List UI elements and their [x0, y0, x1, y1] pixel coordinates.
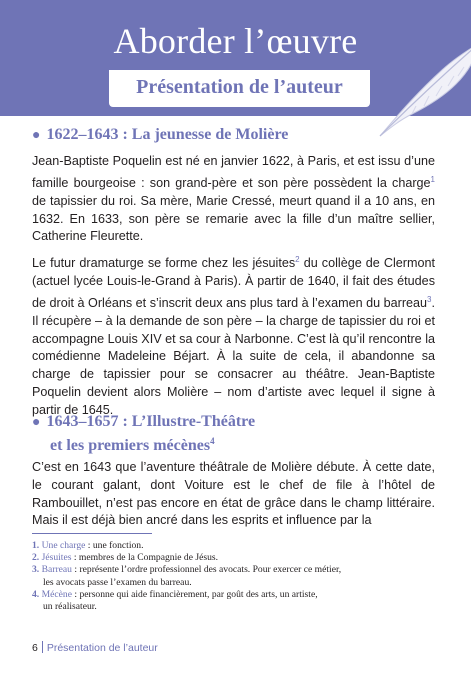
footnote-4-continued: un réalisateur.	[43, 601, 97, 613]
bullet-icon: ●	[32, 415, 41, 430]
footnote-2: 2. Jésuites : membres de la Compagnie de Jésus.	[32, 552, 219, 564]
page-title: Aborder l’œuvre	[113, 21, 358, 61]
page-footer	[32, 641, 158, 654]
footnote-4: 4. Mécène : personne qui aide financièrement, par goût des arts, un artiste,	[32, 588, 318, 600]
footer-section-label: Présentation de l’auteur	[46, 642, 158, 654]
bullet-icon: ●	[32, 128, 41, 143]
footer-separator	[42, 641, 43, 653]
feather-icon	[372, 40, 471, 140]
footnotes	[32, 540, 432, 613]
subtitle-box	[109, 70, 370, 107]
footnote-3: 3. Barreau : représente l’ordre professionnel des avocats. Pour exercer ce métier,	[32, 564, 342, 576]
footnote-divider	[32, 533, 152, 534]
footnote-3-continued: les avocats passe l’examen du barreau.	[43, 576, 192, 588]
page-subtitle: Présentation de l’auteur	[136, 76, 343, 98]
section-heading-illustre-theatre: ● 1643–1657 : L’Illustre-Théâtre et les premiers mécènes$^4$	[32, 413, 256, 455]
footnote-1: 1. Une charge : une fonction.	[32, 540, 144, 551]
paragraph-jeunesse-2: Le futur dramaturge se forme chez les jésuites$^2$ du collège de Clermont (actuel lycée Louis-le-Grand à Paris). À partir de 1640, il fait des études de droit à Orléans et s’inscrit deux ans plus tard à l’examen du barreau$^3$. Il récupère – à la demande de son père – la charge de tapissier du roi et accompagne Louis XIV et sa cour à Narbonne. C’est là qu’il rencontre la comédienne Madeleine Béjart. À la suite de cela, il abandonne sa charge de tapissier pour se consacrer au théâtre. Jean-Baptiste Poquelin devient alors Molière – nom d’artiste avec lequel il signe à partir de 1645.	[32, 255, 435, 417]
page-number: 6	[32, 642, 38, 654]
paragraph-jeunesse-1: Jean-Baptiste Poquelin est né en janvier 1622, à Paris, et est issu d’une famille bourgeoise : son grand-père et son père possèdent la charge$^1$ de tapissier du roi. Sa mère, Marie Cressé, meurt quand il a 10 ans, en 1632. En 1633, son père se remarie avec la fille d’un maître sellier, Catherine Fleurette.	[32, 154, 435, 244]
paragraph-illustre-theatre-1: C’est en 1643 que l’aventure théâtrale de Molière débute. À cette date, le courant galant, dont Voiture est le chef de file à l’hôtel de Rambouillet, n’est pas encore en état de grâce dans le champ littéraire. Mais il est déjà bien ancré dans les esprits et influence par la	[32, 460, 435, 528]
section-heading-jeunesse: ● 1622–1643 : La jeunesse de Molière	[32, 126, 289, 143]
